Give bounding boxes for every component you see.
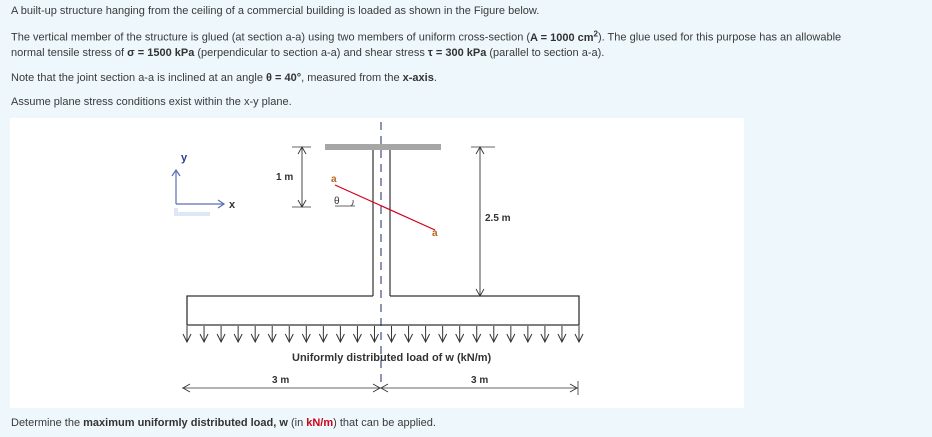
section-a-a [335, 185, 435, 230]
axis-y-label: y [181, 152, 188, 164]
dimension-1m-label: 1 m [276, 172, 294, 183]
problem-line-3: normal tensile stress of σ = 1500 kPa (perpendicular to section a-a) and shear stress τ = 300 kPa (parallel to section a-a). [11, 47, 605, 59]
question-line: Determine the maximum uniformly distributed load, w (in kN/m) that can be applied. [11, 417, 436, 429]
load-arrow [507, 326, 515, 342]
axis-x-label: x [229, 199, 236, 211]
load-arrow [302, 326, 310, 342]
problem-line-4: Note that the joint section a-a is inclined at an angle θ = 40°, measured from the x-axis. [11, 72, 437, 84]
load-arrow [575, 326, 583, 342]
load-arrow [388, 326, 396, 342]
load-arrow [405, 326, 413, 342]
line2-post: ). The glue used for this purpose has an allowable [597, 31, 842, 44]
load-arrow [558, 326, 566, 342]
load-arrow [541, 326, 549, 342]
x-axis-label: x-axis [402, 72, 434, 84]
load-arrow [456, 326, 464, 342]
section-label-a-bottom: a [432, 228, 438, 239]
load-arrow [336, 326, 344, 342]
horizontal-member [187, 296, 579, 325]
question-unit: kN/m [306, 417, 334, 429]
load-arrow [200, 326, 208, 342]
load-arrow [217, 326, 225, 342]
load-label: Uniformly distributed load of w (kN/m) [292, 352, 492, 364]
area-label: A = 1000 $cm^2$ [530, 29, 598, 44]
line2-pre: The vertical member of the structure is glued (at section a-a) using two members of uniform cross-section ( [11, 31, 531, 44]
load-arrow [473, 326, 481, 342]
span-right-label: 3 m [471, 375, 489, 386]
load-arrow [439, 326, 447, 342]
dimension-2-5m [471, 147, 511, 296]
load-arrow [319, 326, 327, 342]
question-bold: maximum uniformly distributed load, w [83, 417, 288, 429]
span-left-label: 3 m [272, 375, 290, 386]
load-arrow [524, 326, 532, 342]
distributed-load-arrows [183, 326, 583, 342]
structure-figure [10, 118, 744, 408]
tau-label: τ = 300 kPa [427, 47, 487, 59]
load-arrow [422, 326, 430, 342]
load-arrow [370, 326, 378, 342]
load-arrow [251, 326, 259, 342]
problem-line-2 [11, 27, 841, 45]
theta-symbol: θ [334, 196, 340, 207]
load-arrow [268, 326, 276, 342]
dimension-1m [276, 147, 311, 207]
theta-label: θ = 40° [266, 72, 302, 84]
problem-line-1: A built-up structure hanging from the ceiling of a commercial building is loaded as shown in the Figure below. [11, 5, 540, 17]
xy-axes [172, 152, 236, 214]
dimension-2-5m-label: 2.5 m [485, 213, 511, 224]
problem-line-5: Assume plane stress conditions exist within the x-y plane. [11, 96, 292, 108]
load-arrow [285, 326, 293, 342]
section-label-a-top: a [331, 174, 337, 185]
ceiling [325, 144, 441, 150]
load-arrow [183, 326, 191, 342]
load-arrow [234, 326, 242, 342]
load-arrow [353, 326, 361, 342]
sigma-label: σ = 1500 kPa [127, 47, 195, 59]
span-dimensions [182, 375, 578, 395]
load-arrow [490, 326, 498, 342]
